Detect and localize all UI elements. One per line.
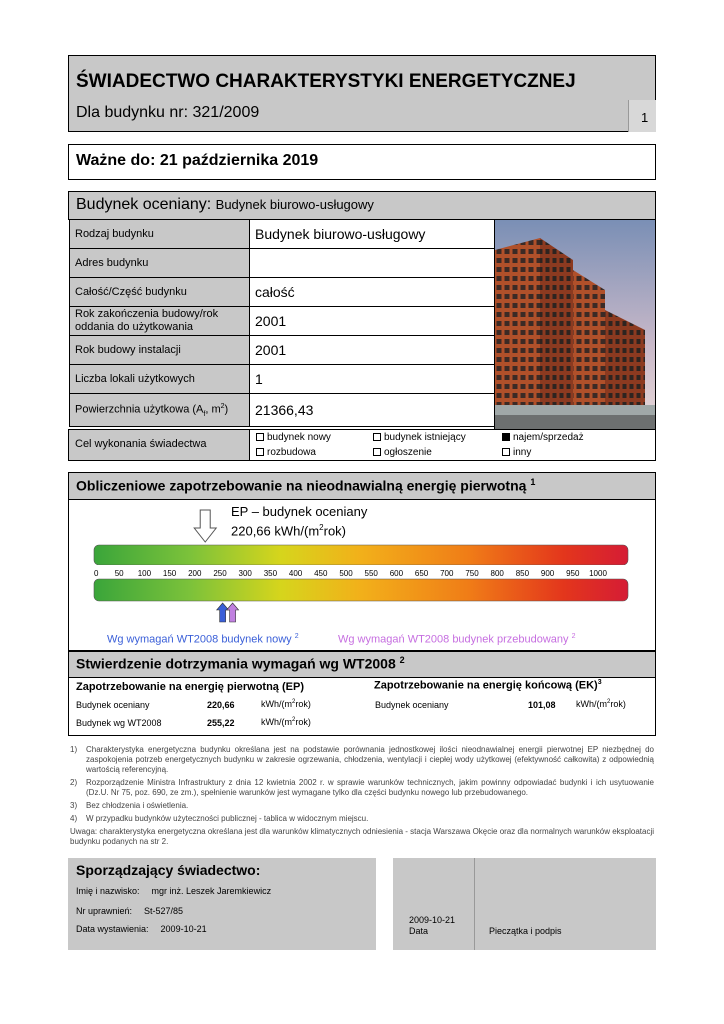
scale-tick-label: 650 [414, 569, 429, 578]
scale-tick-label: 250 [213, 569, 227, 578]
checkbox-sale-checked [502, 433, 510, 441]
page-number: 1 [641, 110, 649, 125]
checkbox-other [502, 448, 510, 456]
units-count-value: 1 [250, 365, 495, 394]
purpose-option-announcement: ogłoszenie [373, 447, 432, 458]
footnote-3: 3) Bez chłodzenia i oświetlenia. [70, 801, 189, 810]
scale-tick-label: 550 [364, 569, 378, 578]
row-unit-wt2008: kWh/$(m^2rok)$ [261, 717, 311, 727]
ep-scale-chart [88, 504, 636, 629]
scale-tick-label: 450 [314, 569, 328, 578]
scale-tick-label: 1000 [589, 569, 607, 578]
ep-label: EP – budynek oceniany [231, 504, 368, 519]
document-subtitle: Dla budynku nr: 321/2009 [76, 104, 260, 121]
footnote-1: 1) Charakterystyka energetyczna budynku określana jest na podstawie porównania jednostkowej ilości nieodnawialnej energii pierwotnej EP niezbędnej do zaspokojenia potrzeb energetycznych budynku w zakresie ogrzewania, chłodzenia, wentylacji i ciepłej wody użytkowej (efektywność całkowita) z odpowiednią wartością referencyjną. [70, 745, 654, 774]
final-row-value: 101,08 [528, 700, 556, 710]
checkbox-new [256, 433, 264, 441]
scale-tick-label: 800 [490, 569, 504, 578]
checkbox-extension [256, 448, 264, 456]
compliance-heading: Stwierdzenie dotrzymania wymagań wg WT2008 $^2$ [76, 655, 405, 672]
purpose-option-extension: rozbudowa [256, 447, 316, 458]
table-row [70, 307, 495, 336]
issuer-license-row: Nr uprawnień: St-527/85 [76, 906, 184, 916]
stamp-signature-label: Pieczątka i podpis [489, 926, 562, 936]
table-row [70, 394, 495, 427]
scale-tick-label: 500 [339, 569, 353, 578]
table-row [70, 278, 495, 307]
scale-tick-label: 950 [566, 569, 580, 578]
purpose-option-new: budynek nowy [256, 432, 331, 443]
completion-year-label: Rok zakończenia budowy/rok oddania do użytkowania [70, 307, 250, 336]
purpose-label: Cel wykonania świadectwa [75, 438, 207, 450]
purpose-option-sale: najem/sprzedaż [502, 432, 584, 443]
legend-rebuilt: Wg wymagań WT2008 budynek przebudowany $^2$ [338, 633, 576, 646]
building-heading-value: Budynek biurowo-usługowy [215, 197, 374, 212]
scale-tick-label: 850 [515, 569, 530, 578]
building-info-table [69, 219, 495, 427]
scale-tick-label: 50 [114, 569, 124, 578]
units-count-label: Liczba lokali użytkowych [70, 365, 250, 394]
row-value-assessed: 220,66 [207, 700, 235, 710]
row-unit-assessed: kWh/$(m^2rok)$ [261, 699, 311, 709]
purpose-option-existing: budynek istniejący [373, 432, 466, 443]
table-row [70, 336, 495, 365]
photo-border [494, 219, 656, 430]
assessed-ep-arrow-icon [194, 510, 216, 542]
address-label: Adres budynku [70, 249, 250, 278]
purpose-option-other: inny [502, 447, 531, 458]
issuer-heading: Sporządzający świadectwo: [76, 862, 261, 878]
wt2008-new-arrow-icon [217, 603, 229, 622]
scope-value: całość [250, 278, 495, 307]
scope-label: Całość/Część budynku [70, 278, 250, 307]
issuer-name-row: Imię i nazwisko: mgr inż. Leszek Jaremkiewicz [76, 886, 272, 896]
completion-year-value: 2001 [250, 307, 495, 336]
installation-year-value: 2001 [250, 336, 495, 365]
climate-warning: Uwaga: charakterystyka energetyczna określana jest dla warunków klimatycznych odniesienia - stacja Warszawa Okęcie oraz dla normalnych warunków eksploatacji budynku podanych na str 2. [70, 827, 654, 846]
scale-tick-label: 750 [465, 569, 479, 578]
wt2008-rebuilt-arrow-icon [227, 603, 239, 622]
usable-area-value: 21366,43 [250, 394, 495, 427]
table-row [70, 220, 495, 249]
table-row [70, 365, 495, 394]
sign-date-label: Data [409, 926, 429, 936]
scale-tick-label: 100 [137, 569, 152, 578]
scale-bar-top [94, 545, 628, 565]
scale-tick-label: 700 [440, 569, 454, 578]
installation-year-label: Rok budowy instalacji [70, 336, 250, 365]
footnote-2: 2) Rozporządzenie Ministra Infrastruktury z dnia 12 kwietnia 2002 r. w sprawie warunków technicznych, jakim powinny odpowiadać budynki i ich usytuowanie (Dz.U. Nr 75, poz. 690, ze zm.), spełnienie warunków jest wymagane tylko dla części budynku nowego lub przebudowanego. [70, 778, 654, 797]
final-row-unit: kWh/$(m^2rok)$ [576, 699, 626, 709]
scale-tick-label: 300 [238, 569, 252, 578]
legend-new: Wg wymagań WT2008 budynek nowy $^2$ [107, 633, 299, 646]
building-type-label: Rodzaj budynku [70, 220, 250, 249]
table-row [70, 249, 495, 278]
signature-divider [474, 858, 475, 950]
final-energy-heading: Zapotrzebowanie na energię końcową (EK)$^3$ [374, 679, 602, 692]
final-row-label: Budynek oceniany [375, 700, 449, 710]
scale-tick-label: 900 [540, 569, 555, 578]
checkbox-announcement [373, 448, 381, 456]
primary-energy-heading: Zapotrzebowanie na energię pierwotną (EP) [76, 681, 304, 693]
ep-heading: Obliczeniowe zapotrzebowanie na nieodnawialną energię pierwotną $^1$ [76, 477, 536, 494]
ep-value: 220,66 kWh/$(m^2rok)$ [231, 523, 346, 539]
scale-tick-label: 0 [94, 569, 99, 578]
signature-box [393, 858, 656, 950]
scale-tick-label: 150 [162, 569, 177, 578]
building-heading-label: Budynek oceniany: [76, 196, 212, 213]
issuer-date-row: Data wystawienia: 2009-10-21 [76, 924, 207, 934]
building-type-value: Budynek biurowo-usługowy [250, 220, 495, 249]
footnote-4: 4) W przypadku budynków użyteczności publicznej - tablica w widocznym miejscu. [70, 814, 369, 823]
row-label-assessed: Budynek oceniany [76, 700, 150, 710]
scale-bar-bottom [94, 579, 628, 601]
scale-tick-label: 350 [263, 569, 278, 578]
checkbox-existing [373, 433, 381, 441]
row-value-wt2008: 255,22 [207, 718, 235, 728]
scale-tick-label: 200 [188, 569, 202, 578]
scale-tick-label: 400 [288, 569, 303, 578]
building-heading [76, 196, 374, 214]
usable-area-label: Powierzchnia użytkowa ($A_f$, $m^2$) [70, 394, 250, 427]
row-label-wt2008: Budynek wg WT2008 [76, 718, 162, 728]
sign-date: 2009-10-21 [409, 915, 456, 925]
scale-tick-label: 600 [389, 569, 404, 578]
address-value [250, 249, 495, 278]
validity-date: Ważne do: 21 października 2019 [76, 152, 319, 169]
document-title: ŚWIADECTWO CHARAKTERYSTYKI ENERGETYCZNEJ [76, 71, 576, 92]
